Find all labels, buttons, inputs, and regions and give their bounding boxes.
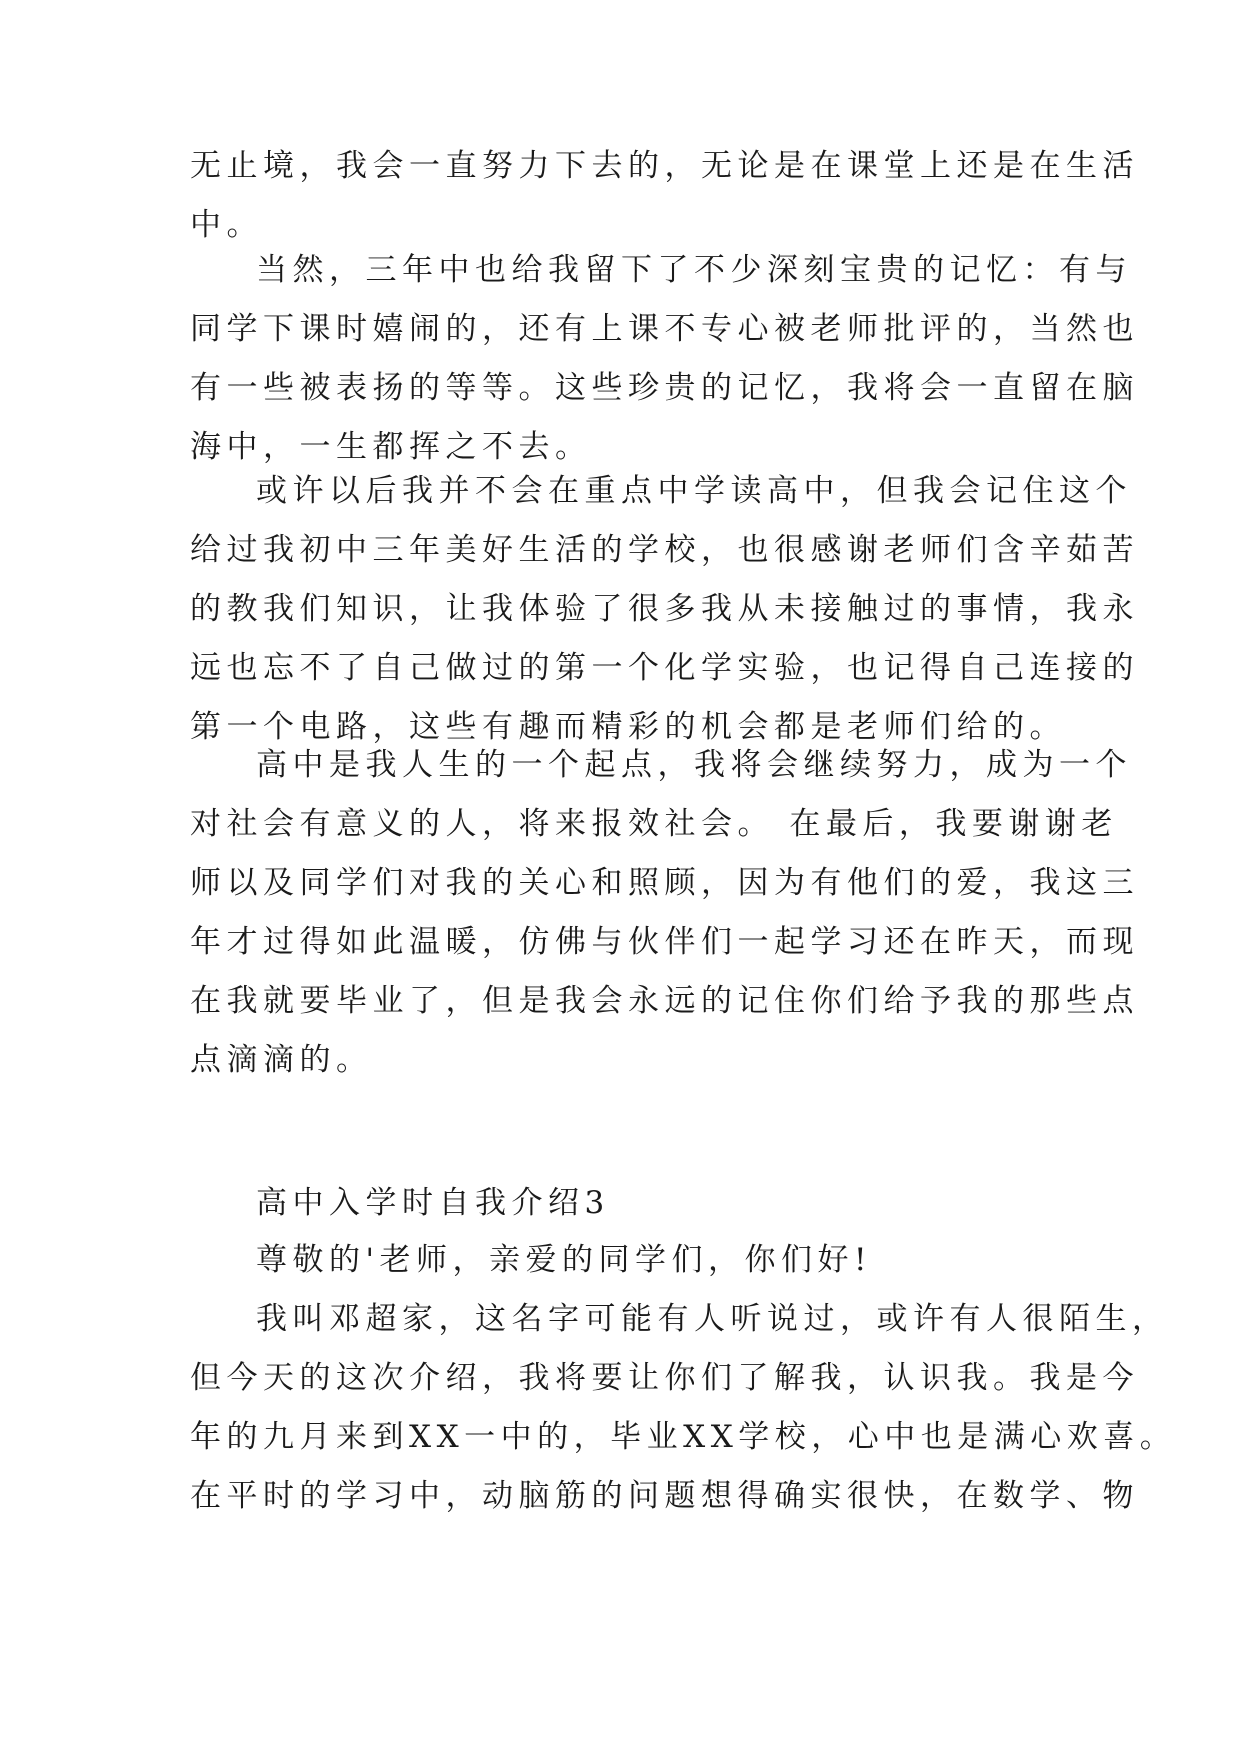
- paragraph-line: 或许以后我并不会在重点中学读高中，但我会记住这个: [256, 473, 1132, 509]
- section-title: [190, 1174, 1050, 1233]
- paragraph-line: 在平时的学习中，动脑筋的问题想得确实很快，在数学、物: [190, 1478, 1139, 1514]
- paragraph-line: 点滴滴的。: [190, 1042, 373, 1078]
- paragraph-school: [190, 462, 1139, 757]
- paragraph-line: 给过我初中三年美好生活的学校，也很感谢老师们含辛茹苦: [190, 532, 1139, 568]
- paragraph-high-school: [190, 736, 1139, 1090]
- greeting-text: 尊敬的'老师，亲爱的同学们，你们好!: [256, 1242, 872, 1278]
- paragraph-line: 中。: [190, 207, 263, 243]
- paragraph-line: 但今天的这次介绍，我将要让你们了解我，认识我。我是今: [190, 1360, 1139, 1396]
- paragraph-line: 远也忘不了自己做过的第一个化学实验，也记得自己连接的: [190, 650, 1139, 686]
- paragraph-line: 同学下课时嬉闹的，还有上课不专心被老师批评的，当然也: [190, 311, 1139, 347]
- paragraph-line: 在我就要毕业了，但是我会永远的记住你们给予我的那些点: [190, 983, 1139, 1019]
- paragraph-line: 高中是我人生的一个起点，我将会继续努力，成为一个: [256, 747, 1132, 783]
- paragraph-line: 年才过得如此温暖，仿佛与伙伴们一起学习还在昨天，而现: [190, 924, 1139, 960]
- paragraph-line: 有一些被表扬的等等。这些珍贵的记忆，我将会一直留在脑: [190, 370, 1139, 406]
- paragraph-intro: [190, 1290, 1177, 1526]
- section-title-text: 高中入学时自我介绍3: [256, 1185, 610, 1221]
- paragraph-continuation: [190, 137, 1139, 255]
- paragraph-line: 第一个电路，这些有趣而精彩的机会都是老师们给的。: [190, 709, 1066, 745]
- paragraph-line: 的教我们知识，让我体验了很多我从未接触过的事情，我永: [190, 591, 1139, 627]
- paragraph-line: 海中，一生都挥之不去。: [190, 429, 592, 465]
- paragraph-line: 师以及同学们对我的关心和照顾，因为有他们的爱，我这三: [190, 865, 1139, 901]
- paragraph-memories: [190, 241, 1139, 477]
- paragraph-line: 年的九月来到XX一中的，毕业XX学校，心中也是满心欢喜。: [190, 1419, 1177, 1455]
- paragraph-line: 我叫邓超家，这名字可能有人听说过，或许有人很陌生，: [256, 1301, 1169, 1337]
- greeting: [190, 1231, 1050, 1290]
- paragraph-line: 对社会有意义的人，将来报效社会。 在最后，我要谢谢老: [190, 806, 1118, 842]
- paragraph-line: 无止境，我会一直努力下去的，无论是在课堂上还是在生活: [190, 148, 1139, 184]
- paragraph-line: 当然，三年中也给我留下了不少深刻宝贵的记忆：有与: [256, 252, 1132, 288]
